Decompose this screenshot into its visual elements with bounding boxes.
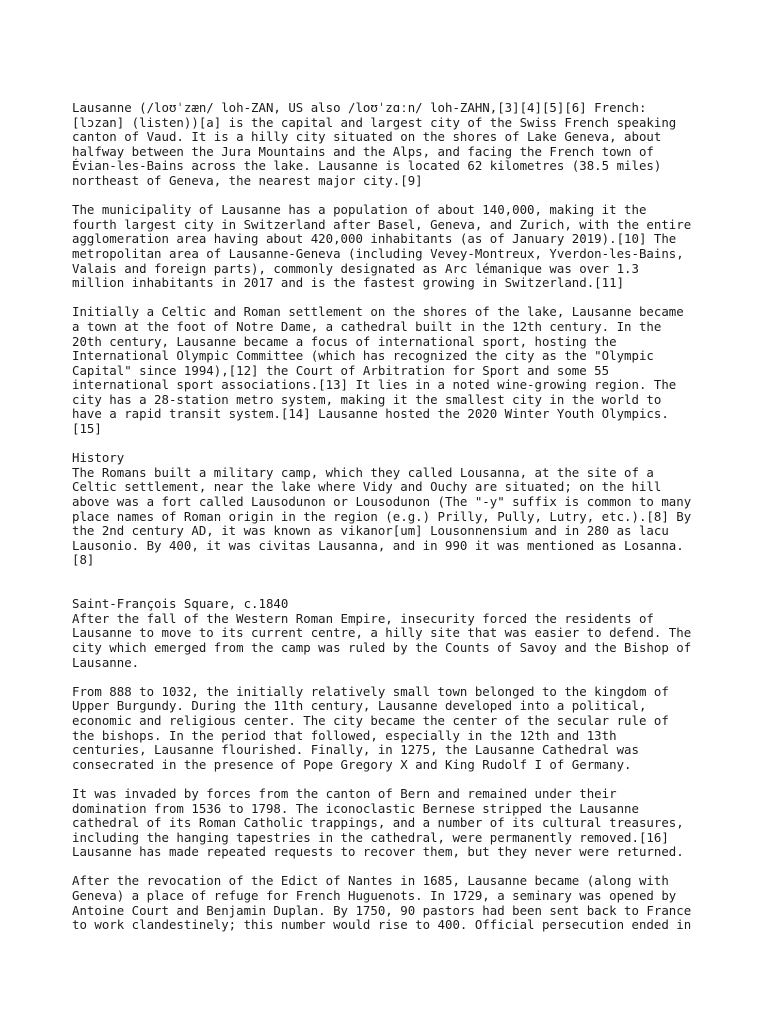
text-line: city has a 28-station metro system, making it the smallest city in the world to xyxy=(72,391,662,407)
paragraph xyxy=(72,874,712,932)
text-line: agglomeration area having about 420,000 inhabitants (as of January 2019).[10] The xyxy=(72,231,677,247)
text-line: economic and religious center. The city became the center of the secular rule of xyxy=(72,712,669,728)
text-line: Antoine Court and Benjamin Duplan. By 1750, 90 pastors had been sent back to France xyxy=(72,902,692,918)
text-line: cathedral of its Roman Catholic trappings, and a number of its cultural treasures, xyxy=(72,815,684,831)
text-line: consecrated in the presence of Pope Gregory X and King Rudolf I of Germany. xyxy=(72,756,632,772)
text-line: Celtic settlement, near the lake where Vidy and Ouchy are situated; on the hill xyxy=(72,479,662,495)
text-line: have a rapid transit system.[14] Lausanne hosted the 2020 Winter Youth Olympics. xyxy=(72,406,669,422)
text-line: After the revocation of the Edict of Nantes in 1685, Lausanne became (along with xyxy=(72,873,669,889)
text-line: Initially a Celtic and Roman settlement on the shores of the lake, Lausanne became xyxy=(72,304,684,320)
text-line: Lausonio. By 400, it was civitas Lausanna, and in 990 it was mentioned as Losanna. xyxy=(72,537,684,553)
text-line: Geneva) a place of refuge for French Huguenots. In 1729, a seminary was opened by xyxy=(72,888,677,904)
text-line: canton of Vaud. It is a hilly city situated on the shores of Lake Geneva, about xyxy=(72,129,662,145)
text-line: international sport associations.[13] It lies in a noted wine-growing region. The xyxy=(72,377,677,393)
text-line: [15] xyxy=(72,421,102,437)
text-line: Valais and foreign parts), commonly designated as Arc lémanique was over 1.3 xyxy=(72,260,639,276)
text-line: above was a fort called Lausodunon or Lousodunon (The "-y" suffix is common to many xyxy=(72,494,692,510)
paragraph xyxy=(72,787,712,860)
text-line: Lausanne (/loʊˈzæn/ loh-ZAN, US also /loʊˈzɑːn/ loh-ZAHN,[3][4][5][6] French: xyxy=(72,100,647,115)
paragraph xyxy=(72,203,712,291)
text-line: Lausanne to move to its current centre, a hilly site that was easier to defend. The xyxy=(72,625,692,641)
text-line: the bishops. In the period that followed, especially in the 12th and 13th xyxy=(72,727,617,743)
text-line: place names of Roman origin in the region (e.g.) Prilly, Pully, Lutry, etc.).[8] By xyxy=(72,508,692,524)
text-line: After the fall of the Western Roman Empire, insecurity forced the residents of xyxy=(72,610,654,626)
text-line: [lɔzan] (listen))[a] is the capital and largest city of the Swiss French speaking xyxy=(72,114,677,130)
text-line: halfway between the Jura Mountains and the Alps, and facing the French town of xyxy=(72,143,654,159)
text-line: centuries, Lausanne flourished. Finally, in 1275, the Lausanne Cathedral was xyxy=(72,742,639,758)
text-line: million inhabitants in 2017 and is the fastest growing in Switzerland.[11] xyxy=(72,275,625,291)
section-spacer xyxy=(72,583,712,598)
text-line: Lausanne has made repeated requests to recover them, but they never were returned. xyxy=(72,844,684,860)
paragraph xyxy=(72,305,712,436)
text-line: It was invaded by forces from the canton of Bern and remained under their xyxy=(72,785,617,801)
text-line: The Romans built a military camp, which they called Lousanna, at the site of a xyxy=(72,464,654,480)
text-line: From 888 to 1032, the initially relatively small town belonged to the kingdom of xyxy=(72,683,669,699)
text-line: northeast of Geneva, the nearest major city.[9] xyxy=(72,172,423,188)
text-line: Lausanne. xyxy=(72,654,140,670)
text-line: Capital" since 1994),[12] the Court of Arbitration for Sport and some 55 xyxy=(72,362,610,378)
text-line: [8] xyxy=(72,552,95,568)
text-line: International Olympic Committee (which has recognized the city as the "Olympic xyxy=(72,348,654,364)
text-line: Upper Burgundy. During the 11th century, Lausanne developed into a political, xyxy=(72,698,647,714)
document-body xyxy=(72,101,712,947)
text-line: the 2nd century AD, it was known as vikanor[um] Lousonnensium and in 280 as lacu xyxy=(72,523,669,539)
text-line: fourth largest city in Switzerland after Basel, Geneva, and Zurich, with the entire xyxy=(72,216,692,232)
text-line: a town at the foot of Notre Dame, a cathedral built in the 12th century. In the xyxy=(72,318,662,334)
text-line: 20th century, Lausanne became a focus of international sport, hosting the xyxy=(72,333,617,349)
text-line: domination from 1536 to 1798. The iconoclastic Bernese stripped the Lausanne xyxy=(72,800,639,816)
text-line: Saint-François Square, c.1840 xyxy=(72,596,289,612)
paragraph xyxy=(72,597,712,670)
text-line: metropolitan area of Lausanne-Geneva (including Vevey-Montreux, Yverdon-les-Bains, xyxy=(72,245,684,261)
text-line: including the hanging tapestries in the cathedral, were permanently removed.[16] xyxy=(72,829,669,845)
text-line: Évian-les-Bains across the lake. Lausanne is located 62 kilometres (38.5 miles) xyxy=(72,158,662,174)
text-line: to work clandestinely; this number would rise to 400. Official persecution ended in xyxy=(72,917,692,933)
paragraph xyxy=(72,685,712,773)
paragraph xyxy=(72,101,712,189)
text-line: History xyxy=(72,450,125,466)
text-line: The municipality of Lausanne has a population of about 140,000, making it the xyxy=(72,202,647,218)
text-line: city which emerged from the camp was ruled by the Counts of Savoy and the Bishop of xyxy=(72,639,692,655)
paragraph xyxy=(72,451,712,568)
